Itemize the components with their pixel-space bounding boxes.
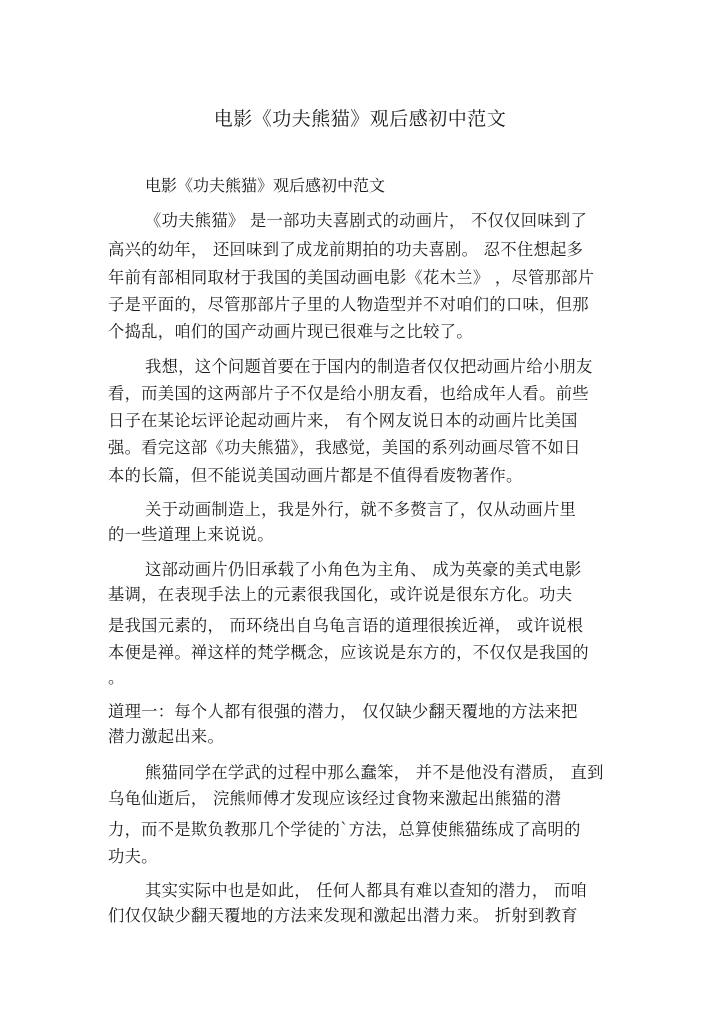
document-title: 电影《功夫熊猫》观后感初中范文 (213, 108, 507, 130)
text-line: 其实实际中也是如此， 任何人都具有难以查知的潜力， 而咱 (145, 881, 588, 900)
text-line: 这部动画片仍旧承载了小角色为主角、 成为英豪的美式电影 (145, 560, 582, 579)
text-line: 的一些道理上来说说。 (108, 525, 274, 544)
text-line: 基调，在表现手法上的元素很我国化，或许说是很东方化。功夫 (108, 585, 573, 604)
text-line: 高兴的幼年， 还回味到了成龙前期拍的功夫喜剧。 忍不住想起多 (108, 240, 584, 259)
text-line: 《功夫熊猫》 是一部功夫喜剧式的动画片， 不仅仅回味到了 (145, 211, 588, 230)
text-line: 个捣乱，咱们的国产动画片现已很难与之比较了。 (108, 322, 473, 341)
text-line: 本的长篇，但不能说美国动画片都是不值得看废物著作。 (108, 466, 523, 485)
text-line: 强。看完这部《功夫熊猫》，我感觉，美国的系列动画尽管不如日 (108, 438, 581, 457)
text-line: 是我国元素的， 而环绕出自乌龟言语的道理很挨近禅， 或许说根 (108, 616, 584, 635)
text-line: 们仅仅缺少翻天覆地的方法来发现和激起出潜力来。 折射到教育 (108, 906, 578, 925)
text-line: 功夫。 (108, 847, 158, 866)
text-line: 日子在某论坛评论起动画片来， 有个网友说日本的动画片比美国 (108, 411, 578, 430)
text-line: 道理一：每个人都有很强的潜力， 仅仅缺少翻天覆地的方法来把 (108, 702, 578, 721)
text-line: 年前有部相同取材于我国的美国动画电影《花木兰》 ，尽管那部片 (108, 268, 595, 287)
text-line: 子是平面的，尽管那部片子里的人物造型并不对咱们的口味，但那 (108, 295, 589, 314)
document-subtitle: 电影《功夫熊猫》观后感初中范文 (145, 176, 386, 195)
text-line: 。 (108, 668, 125, 687)
text-line: 看，而美国的这两部片子不仅是给小朋友看，也给成年人看。前些 (108, 384, 589, 403)
text-line: 熊猫同学在学武的过程中那么蠢笨， 并不是他没有潜质， 直到 (145, 763, 604, 782)
text-line: 我想，这个问题首要在于国内的制造者仅仅把动画片给小朋友 (145, 357, 593, 376)
text-line: 本便是禅。禅这样的梵学概念，应该说是东方的，不仅仅是我国的 (108, 643, 589, 662)
text-line: 乌龟仙逝后， 浣熊师傅才发现应该经过食物来激起出熊猫的潜 (108, 789, 562, 808)
text-line: 力，而不是欺负教那几个学徒的`方法，总算使熊猫练成了高明的 (108, 820, 581, 839)
text-line: 关于动画制造上，我是外行，就不多赘言了，仅从动画片里 (145, 500, 577, 519)
text-line: 潜力激起出来。 (108, 727, 225, 746)
